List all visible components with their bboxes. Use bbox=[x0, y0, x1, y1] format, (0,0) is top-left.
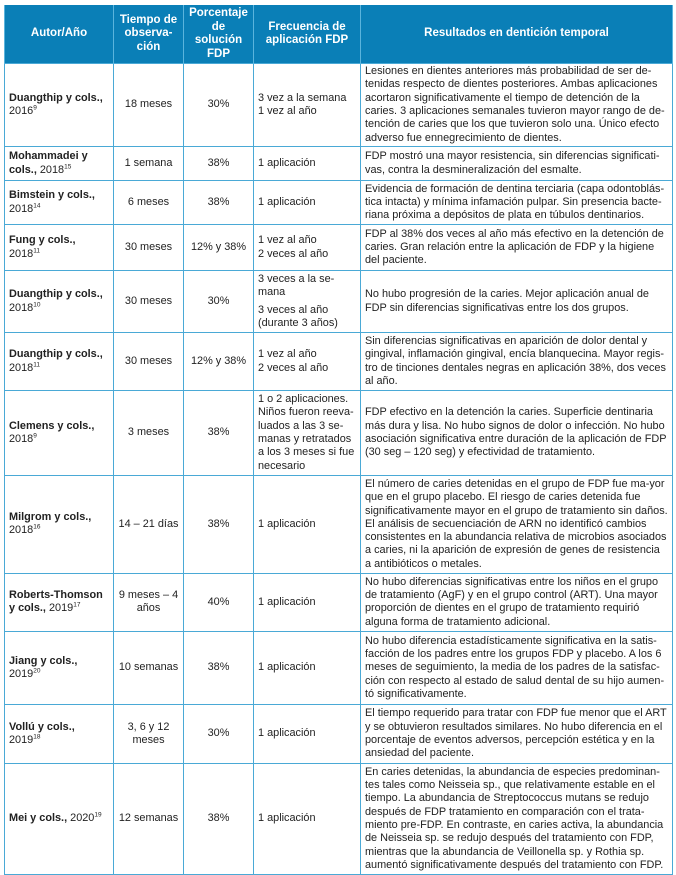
observation-time: 30 meses bbox=[114, 225, 184, 271]
frequency-line: 1 vez al año bbox=[258, 348, 317, 361]
author-name: Duangthip y cols., bbox=[9, 348, 103, 361]
author-year: 2018 bbox=[9, 301, 34, 314]
table-row bbox=[5, 64, 673, 147]
solution-percent: 30% bbox=[184, 64, 254, 147]
author-name: Duangthip y cols., bbox=[9, 288, 103, 301]
author-cell bbox=[5, 225, 114, 271]
observation-time: 9 meses – 4 años bbox=[114, 573, 184, 631]
frequency-line: 1 vez al año bbox=[258, 234, 317, 247]
observation-time: 12 semanas bbox=[114, 763, 184, 874]
reference-number: 9 bbox=[33, 432, 37, 440]
author-cell bbox=[5, 631, 114, 704]
table-row bbox=[5, 391, 673, 476]
reference-number: 15 bbox=[64, 162, 72, 170]
frequency-line: 3 veces al año (durante 3 años) bbox=[258, 303, 338, 329]
observation-time: 10 semanas bbox=[114, 631, 184, 704]
table-row bbox=[5, 333, 673, 391]
solution-percent: 38% bbox=[184, 181, 254, 225]
table-row bbox=[5, 181, 673, 225]
solution-percent: 38% bbox=[184, 475, 254, 573]
result-text: FDP mostró una mayor resistencia, sin diferencias significati-vas, contra la desmineralización del esmalte. bbox=[361, 147, 673, 181]
author-year: 2016 bbox=[9, 105, 34, 117]
author-cell bbox=[5, 763, 114, 874]
observation-time: 6 meses bbox=[114, 181, 184, 225]
reference-number: 18 bbox=[33, 733, 41, 741]
author-name: Milgrom y cols., bbox=[9, 511, 92, 524]
result-text: En caries detenidas, la abundancia de especies predominan-tes tales como Neisseia sp., que relativamente estable en el tiempo. La abundancia de Streptococcus mutans se redujo después de FDP tratamiento en comparación con el trata-miento pre-FDP. En contraste, en caries activa, la abundancia de Neisseia sp. se redujo después del tratamiento con FDP, mientras que la abundancia de Veillonella sp. y Rothia sp. aumentó significativamente después del tratamiento con FDP. bbox=[361, 763, 673, 874]
author-name: Bimstein y cols., bbox=[9, 189, 95, 202]
header-time: Tiempo de observa-ción bbox=[114, 5, 184, 64]
header-percent: Porcentaje de solución FDP bbox=[184, 5, 254, 64]
result-text: FDP al 38% dos veces al año más efectivo en la detención de caries. Gran relación entre la aplicación de FDP y la higiene del paciente. bbox=[361, 225, 673, 271]
result-text: Evidencia de formación de dentina terciaria (capa odontoblás-tica intacta) y mínima infamación pulpar. Sin presencia bacte-riana próxima a depósitos de plata en túbulos dentinarios. bbox=[361, 181, 673, 225]
solution-percent: 38% bbox=[184, 631, 254, 704]
table-row bbox=[5, 475, 673, 573]
author-year: 2019 bbox=[9, 667, 34, 680]
author-year: 2018 bbox=[9, 433, 34, 446]
application-frequency bbox=[254, 333, 361, 391]
observation-time: 3 meses bbox=[114, 391, 184, 476]
table-row bbox=[5, 631, 673, 704]
observation-time: 18 meses bbox=[114, 64, 184, 147]
author-name: Jiang y cols., bbox=[9, 654, 78, 667]
author-name: Roberts-Thomson y cols., bbox=[9, 589, 103, 615]
observation-time: 30 meses bbox=[114, 271, 184, 333]
application-frequency bbox=[254, 181, 361, 225]
author-cell bbox=[5, 391, 114, 476]
author-year: 2019 bbox=[48, 602, 74, 615]
table-row bbox=[5, 573, 673, 631]
reference-number: 16 bbox=[33, 523, 41, 531]
application-frequency bbox=[254, 147, 361, 181]
solution-percent: 38% bbox=[184, 391, 254, 476]
table-row bbox=[5, 271, 673, 333]
frequency-line: 2 veces al año bbox=[258, 247, 329, 260]
author-year: 2018 bbox=[9, 361, 34, 374]
frequency-line: 1 aplicación bbox=[258, 661, 316, 674]
solution-percent: 30% bbox=[184, 704, 254, 763]
result-text: El número de caries detenidas en el grupo de FDP fue ma-yor que en el grupo placebo. El riesgo de caries detenida fue significativamente mayor en el grupo de tratamiento sin daños. El análisis de secuenciación de ARN no identificó cambios consistentes en la abundancia relativa de microbios asociados a caries, ni la aparición de expresión de genes de resistencia a antibióticos o metales. bbox=[361, 475, 673, 573]
frequency-line: 1 aplicación bbox=[258, 195, 316, 208]
observation-time: 30 meses bbox=[114, 333, 184, 391]
author-year: 2018 bbox=[9, 247, 34, 260]
reference-number: 9 bbox=[33, 104, 37, 112]
frequency-line: 2 veces al año bbox=[258, 361, 329, 374]
author-name: Fung y cols., bbox=[9, 234, 76, 247]
table-body bbox=[5, 64, 673, 875]
author-cell bbox=[5, 333, 114, 391]
reference-number: 14 bbox=[33, 201, 41, 209]
reference-number: 17 bbox=[73, 601, 81, 609]
author-cell bbox=[5, 147, 114, 181]
application-frequency bbox=[254, 704, 361, 763]
solution-percent: 38% bbox=[184, 763, 254, 874]
author-cell bbox=[5, 271, 114, 333]
application-frequency bbox=[254, 391, 361, 476]
author-year: 2018 bbox=[39, 163, 65, 176]
author-cell bbox=[5, 704, 114, 763]
table-row bbox=[5, 147, 673, 181]
frequency-line: 1 aplicación bbox=[258, 812, 316, 825]
result-text: No hubo progresión de la caries. Mejor aplicación anual de FDP sin diferencias significativas entre los dos grupos. bbox=[361, 271, 673, 333]
author-year: 2018 bbox=[9, 524, 34, 537]
reference-number: 20 bbox=[33, 667, 41, 675]
author-year: 2020 bbox=[70, 812, 95, 825]
author-year: 2018 bbox=[9, 202, 34, 215]
frequency-line: 3 vez a la semana bbox=[258, 91, 347, 104]
reference-number: 11 bbox=[33, 246, 40, 254]
result-text: No hubo diferencias significativas entre los niños en el grupo de tratamiento (AgF) y en el grupo control (ART). Una mayor proporción de dientes en el grupo de tratamiento requirió alguna forma de tratamiento adicional. bbox=[361, 573, 673, 631]
solution-percent: 38% bbox=[184, 147, 254, 181]
frequency-line: 1 aplicación bbox=[258, 727, 316, 740]
table-row bbox=[5, 704, 673, 763]
reference-number: 19 bbox=[94, 811, 102, 819]
author-name: Vollú y cols., bbox=[9, 720, 75, 733]
application-frequency bbox=[254, 763, 361, 874]
author-name: Mei y cols., bbox=[9, 812, 68, 825]
author-year: 2019 bbox=[9, 733, 34, 746]
table-header-row bbox=[5, 5, 673, 64]
observation-time: 14 – 21 días bbox=[114, 475, 184, 573]
table-row bbox=[5, 763, 673, 874]
author-name: Mohammadei y cols., bbox=[9, 150, 88, 176]
result-text: No hubo diferencia estadísticamente significativa en la satis-facción de los padres entre los grupos FDP y placebo. A los 6 meses de seguimiento, la media de los padres de la satisfac-ción con respecto al estado de salud dental de su hijo aumen-tó significativamente. bbox=[361, 631, 673, 704]
author-cell bbox=[5, 475, 114, 573]
result-text: FDP efectivo en la detención la caries. Superficie dentinaria más dura y lisa. No hubo signos de dolor o infección. No hubo asociación significativa entre duración de la aplicación de FDP (30 seg – 120 seg) y efectividad de tratamiento. bbox=[361, 391, 673, 476]
table-row bbox=[5, 225, 673, 271]
application-frequency bbox=[254, 64, 361, 147]
solution-percent: 12% y 38% bbox=[184, 225, 254, 271]
results-table bbox=[4, 5, 673, 875]
application-frequency bbox=[254, 573, 361, 631]
author-cell bbox=[5, 64, 114, 147]
application-frequency bbox=[254, 225, 361, 271]
frequency-line: 1 o 2 aplicaciones. Niños fueron reeva-luados a las 3 se-manas y retratados a los 3 meses si fue necesario bbox=[258, 393, 355, 472]
reference-number: 10 bbox=[33, 300, 41, 308]
result-text: El tiempo requerido para tratar con FDP fue menor que el ART y se obtuvieron resultados similares. No hubo diferencia en el porcentaje de eventos adversos, percepción estética y en la ansiedad del paciente. bbox=[361, 704, 673, 763]
solution-percent: 12% y 38% bbox=[184, 333, 254, 391]
application-frequency bbox=[254, 631, 361, 704]
frequency-line: 1 aplicación bbox=[258, 156, 316, 169]
author-name: Duangthip y cols., bbox=[9, 91, 103, 104]
frequency-line: 1 vez al año bbox=[258, 105, 317, 117]
frequency-line: 3 veces a la se-mana bbox=[258, 273, 335, 299]
frequency-line: 1 aplicación bbox=[258, 517, 316, 530]
author-cell bbox=[5, 181, 114, 225]
result-text: Lesiones en dientes anteriores más probabilidad de ser de-tenidas respecto de dientes posteriores. Ambas aplicaciones acortaron significativamente el tiempo de detención de la caries. 3 aplicaciones semanales tuvieron mayor rango de de-tención de caries que los que tuvieron solo una. Único efecto adverso fue ennegrecimiento de dientes. bbox=[361, 64, 673, 147]
frequency-line: 1 aplicación bbox=[258, 595, 316, 608]
author-cell bbox=[5, 573, 114, 631]
header-author: Autor/Año bbox=[5, 5, 114, 64]
observation-time: 1 semana bbox=[114, 147, 184, 181]
observation-time: 3, 6 y 12 meses bbox=[114, 704, 184, 763]
result-text: Sin diferencias significativas en aparición de dolor dental y gingival, inflamación gingival, encía blanquecina. Mayor regis-tro de tinciones dentales negras en aplicación 38%, dos veces al año. bbox=[361, 333, 673, 391]
header-results: Resultados en dentición temporal bbox=[361, 5, 673, 64]
author-name: Clemens y cols., bbox=[9, 419, 95, 432]
header-frequency: Frecuencia de aplicación FDP bbox=[254, 5, 361, 64]
application-frequency bbox=[254, 475, 361, 573]
application-frequency bbox=[254, 271, 361, 333]
solution-percent: 30% bbox=[184, 271, 254, 333]
solution-percent: 40% bbox=[184, 573, 254, 631]
reference-number: 11 bbox=[33, 361, 40, 369]
